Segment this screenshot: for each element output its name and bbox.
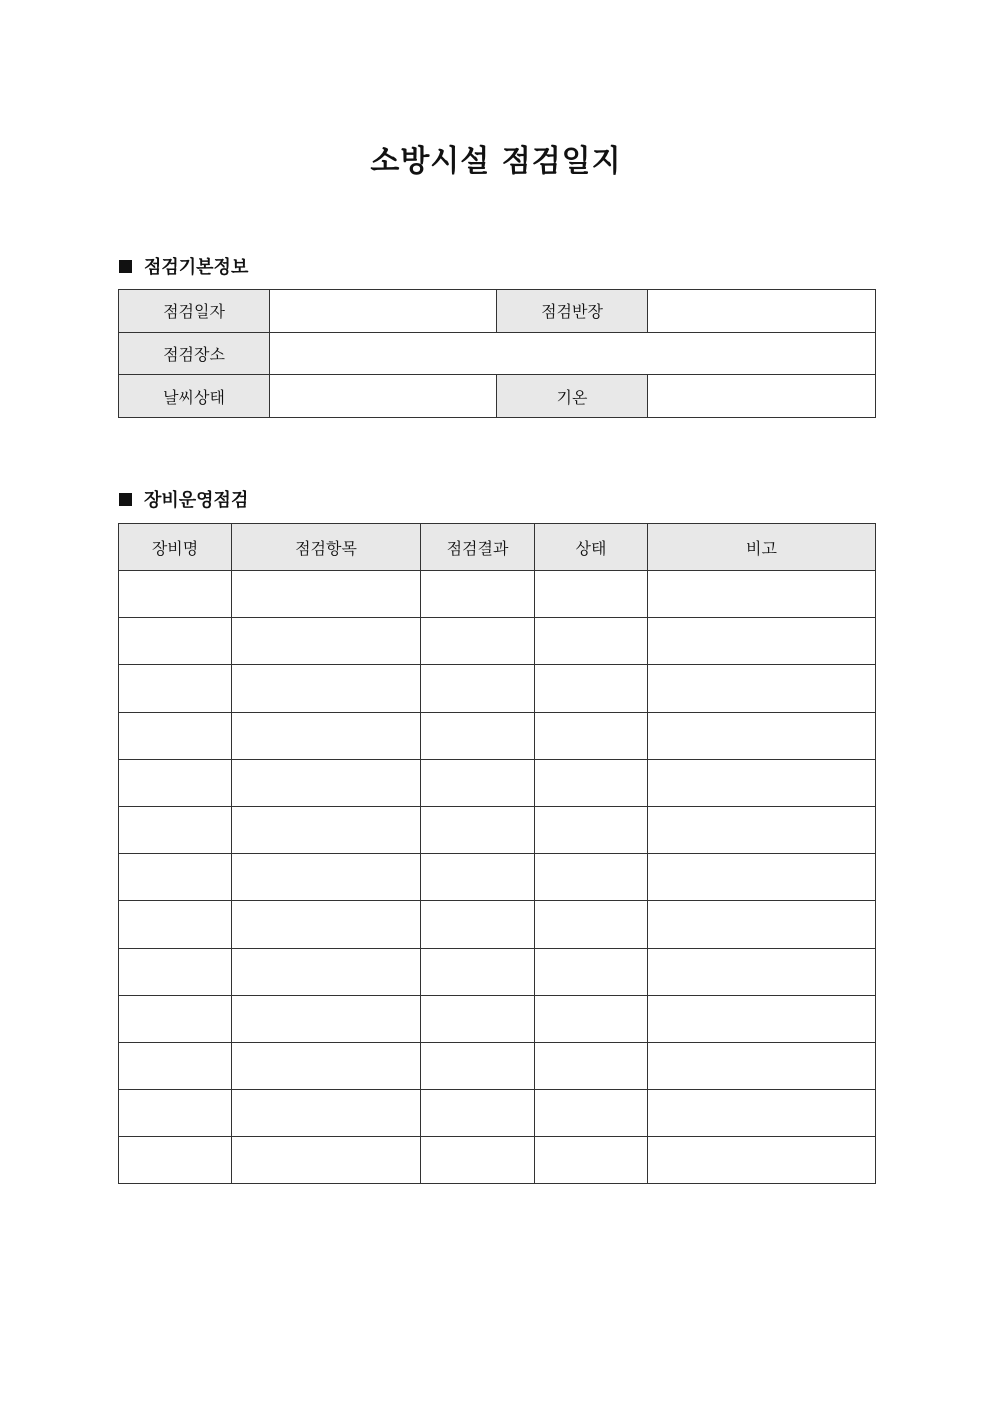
table-row [119, 712, 876, 759]
cell-remarks[interactable] [648, 806, 876, 853]
table-row [119, 759, 876, 806]
column-header-inspection-result: 점검결과 [421, 524, 535, 571]
table-row [119, 1137, 876, 1184]
section-heading-label: 장비운영점검 [144, 490, 249, 511]
cell-inspection-item[interactable] [232, 995, 421, 1042]
label-inspection-leader: 점검반장 [497, 290, 648, 333]
square-bullet-icon [119, 493, 132, 506]
cell-status[interactable] [535, 665, 648, 712]
cell-remarks[interactable] [648, 665, 876, 712]
cell-inspection-item[interactable] [232, 618, 421, 665]
cell-status[interactable] [535, 759, 648, 806]
cell-remarks[interactable] [648, 901, 876, 948]
cell-inspection-result[interactable] [421, 665, 535, 712]
cell-inspection-item[interactable] [232, 1137, 421, 1184]
column-header-equipment-name: 장비명 [119, 524, 232, 571]
field-inspection-date[interactable] [270, 290, 497, 333]
basic-info-table [118, 289, 876, 418]
cell-inspection-result[interactable] [421, 854, 535, 901]
cell-remarks[interactable] [648, 1042, 876, 1089]
cell-status[interactable] [535, 948, 648, 995]
label-temperature: 기온 [497, 375, 648, 418]
cell-equipment-name[interactable] [119, 571, 232, 618]
column-header-inspection-item: 점검항목 [232, 524, 421, 571]
cell-status[interactable] [535, 571, 648, 618]
field-weather[interactable] [270, 375, 497, 418]
cell-remarks[interactable] [648, 1137, 876, 1184]
label-inspection-date: 점검일자 [119, 290, 270, 333]
cell-status[interactable] [535, 1090, 648, 1137]
cell-inspection-result[interactable] [421, 806, 535, 853]
table-row [119, 375, 876, 418]
cell-inspection-item[interactable] [232, 948, 421, 995]
cell-inspection-result[interactable] [421, 571, 535, 618]
table-row [119, 995, 876, 1042]
cell-status[interactable] [535, 1042, 648, 1089]
field-temperature[interactable] [648, 375, 876, 418]
cell-inspection-result[interactable] [421, 948, 535, 995]
section-heading-label: 점검기본정보 [144, 257, 249, 278]
cell-inspection-item[interactable] [232, 806, 421, 853]
cell-remarks[interactable] [648, 759, 876, 806]
section-heading-equipment [119, 486, 248, 512]
cell-inspection-item[interactable] [232, 571, 421, 618]
cell-remarks[interactable] [648, 571, 876, 618]
cell-inspection-item[interactable] [232, 665, 421, 712]
cell-inspection-result[interactable] [421, 712, 535, 759]
square-bullet-icon [119, 260, 132, 273]
table-row [119, 571, 876, 618]
cell-inspection-result[interactable] [421, 901, 535, 948]
cell-equipment-name[interactable] [119, 854, 232, 901]
cell-equipment-name[interactable] [119, 759, 232, 806]
table-row [119, 618, 876, 665]
equipment-table [118, 523, 876, 1184]
cell-remarks[interactable] [648, 1090, 876, 1137]
table-row [119, 948, 876, 995]
cell-equipment-name[interactable] [119, 995, 232, 1042]
label-weather: 날씨상태 [119, 375, 270, 418]
table-row [119, 901, 876, 948]
cell-status[interactable] [535, 901, 648, 948]
cell-inspection-result[interactable] [421, 759, 535, 806]
cell-remarks[interactable] [648, 618, 876, 665]
cell-status[interactable] [535, 806, 648, 853]
table-row [119, 1090, 876, 1137]
cell-equipment-name[interactable] [119, 712, 232, 759]
cell-inspection-item[interactable] [232, 1090, 421, 1137]
cell-equipment-name[interactable] [119, 901, 232, 948]
page-title: 소방시설 점검일지 [370, 144, 622, 179]
cell-equipment-name[interactable] [119, 665, 232, 712]
cell-inspection-result[interactable] [421, 1137, 535, 1184]
cell-remarks[interactable] [648, 948, 876, 995]
cell-inspection-result[interactable] [421, 618, 535, 665]
table-row [119, 290, 876, 333]
cell-remarks[interactable] [648, 995, 876, 1042]
cell-remarks[interactable] [648, 854, 876, 901]
cell-equipment-name[interactable] [119, 1137, 232, 1184]
cell-status[interactable] [535, 618, 648, 665]
cell-status[interactable] [535, 995, 648, 1042]
table-row [119, 665, 876, 712]
cell-remarks[interactable] [648, 712, 876, 759]
cell-inspection-result[interactable] [421, 1042, 535, 1089]
cell-equipment-name[interactable] [119, 1042, 232, 1089]
table-row [119, 1042, 876, 1089]
table-row [119, 806, 876, 853]
cell-equipment-name[interactable] [119, 1090, 232, 1137]
cell-status[interactable] [535, 854, 648, 901]
cell-inspection-result[interactable] [421, 1090, 535, 1137]
label-inspection-location: 점검장소 [119, 332, 270, 375]
cell-inspection-item[interactable] [232, 901, 421, 948]
cell-equipment-name[interactable] [119, 618, 232, 665]
section-heading-basic-info [119, 253, 248, 279]
cell-equipment-name[interactable] [119, 948, 232, 995]
cell-inspection-result[interactable] [421, 995, 535, 1042]
cell-status[interactable] [535, 1137, 648, 1184]
cell-equipment-name[interactable] [119, 806, 232, 853]
table-header-row [119, 524, 876, 571]
column-header-status: 상태 [535, 524, 648, 571]
field-inspection-location[interactable] [270, 332, 876, 375]
equipment-table-body [119, 571, 876, 1184]
column-header-remarks: 비고 [648, 524, 876, 571]
field-inspection-leader[interactable] [648, 290, 876, 333]
table-row [119, 854, 876, 901]
cell-status[interactable] [535, 712, 648, 759]
table-row [119, 332, 876, 375]
cell-inspection-item[interactable] [232, 854, 421, 901]
cell-inspection-item[interactable] [232, 712, 421, 759]
cell-inspection-item[interactable] [232, 759, 421, 806]
cell-inspection-item[interactable] [232, 1042, 421, 1089]
